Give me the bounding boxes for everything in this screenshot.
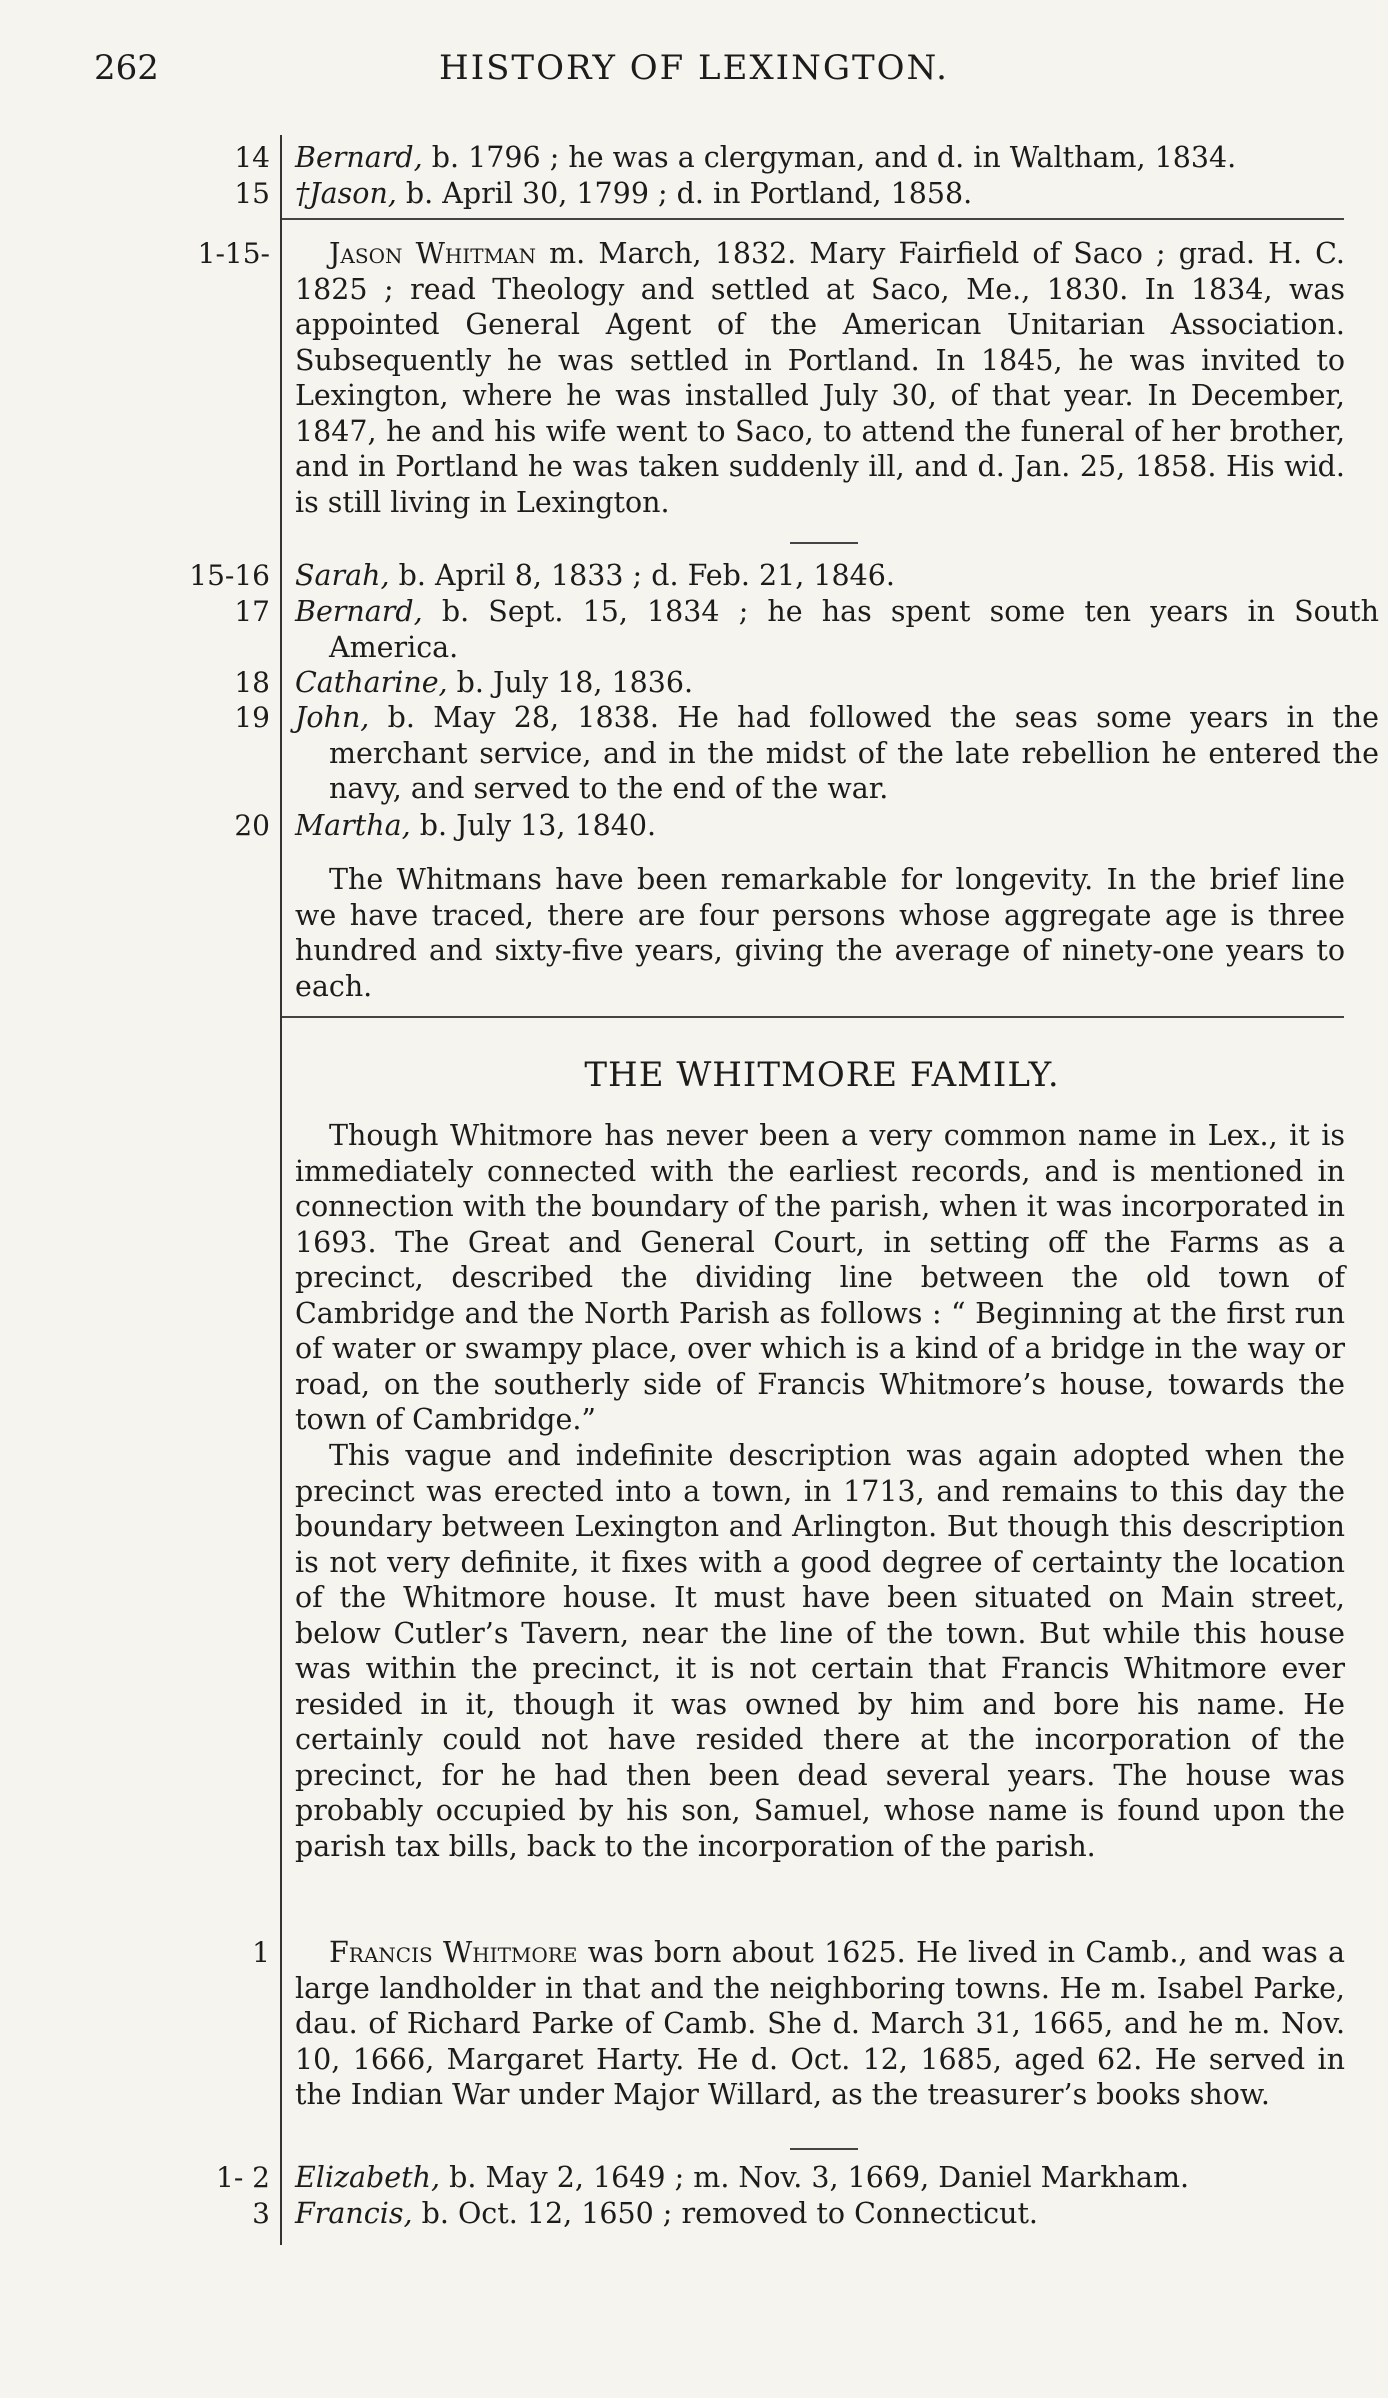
paragraph-intro-1: Though Whitmore has never been a very common name in Lex., it is immediately connected with the earliest records, and is mentioned in connection with the boundary of the parish, when it was incorporated in 1693. The Great and General Court, in setting off the Farms as a precinct, described the dividing line between the old town of Cambridge and the North Parish as follows : “ Beginning at the first run of water or swampy place, over which is a kind of a bridge in the way or road, on the southerly side of Francis Whitmore’s house, towards the town of Cambridge.” xyxy=(295,1119,1345,1436)
entry-name: †Jason, xyxy=(295,177,397,210)
generation-number: 14 xyxy=(234,141,270,174)
entry-jason-whitman: Jason Whitman m. March, 1832. Mary Fairfield of Saco ; grad. H. C. 1825 ; read Theology and settled at Saco, Me., 1830. In 1834, was appointed General Agent of the American Unitarian Association. Subsequently he was settled in Portland. In 1845, he was invited to Lexington, where he was installed July 30, of that year. In December, 1847, he and his wife went to Saco, to attend the funeral of her brother, and in Portland he was taken suddenly ill, and d. Jan. 25, 1858. His wid. is still living in Lexington. xyxy=(295,237,1345,519)
generation-number: 18 xyxy=(234,666,270,699)
entry-martha: Martha, b. July 13, 1840. xyxy=(295,809,657,842)
entry-name: John, xyxy=(295,701,370,734)
paragraph-intro-2: This vague and indefinite description was again adopted when the precinct was erected into a town, in 1713, and remains to this day the boundary between Lexington and Arlington. But though this description is not very definite, it fixes with a good degree of certainty the location of the Whitmore house. It must have been situated on Main street, below Cutler’s Tavern, near the line of the town. But while this house was within the precinct, it is not certain that Francis Whitmore ever resided in it, though it was owned by him and bore his name. He certainly could not have resided there at the incorporation of the precinct, for he had then been dead several years. The house was probably occupied by his son, Samuel, whose name is found upon the parish tax bills, back to the incorporation of the parish. xyxy=(295,1439,1345,1863)
running-head xyxy=(40,48,1348,98)
entry-name: Jason Whitman xyxy=(329,237,537,270)
generation-number: 1- 2 xyxy=(216,2161,270,2194)
section-rule xyxy=(282,1016,1344,1018)
entry-name: Bernard, xyxy=(295,595,423,628)
paragraph-longevity: The Whitmans have been remarkable for longevity. In the brief line we have traced, there are four persons whose aggregate age is three hundred and sixty-five years, giving the average of ninety-one years to each. xyxy=(295,863,1345,1003)
generation-number: 1 xyxy=(252,1936,270,1969)
entry-catharine: Catharine, b. July 18, 1836. xyxy=(295,666,694,699)
generation-number: 15 xyxy=(234,177,270,210)
margin-rule xyxy=(280,135,282,2245)
section-rule xyxy=(282,218,1344,220)
generation-number: 15-16 xyxy=(189,559,270,592)
entry-francis-whitmore: Francis Whitmore was born about 1625. He lived in Camb., and was a large landholder in that and the neighboring towns. He m. Isabel Parke, dau. of Richard Parke of Camb. She d. March 31, 1665, and he m. Nov. 10, 1666, Margaret Harty. He d. Oct. 12, 1685, aged 62. He served in the Indian War under Major Willard, as the treasurer’s books show. xyxy=(295,1936,1346,2111)
generation-number: 1-15- xyxy=(197,237,270,270)
entry-bernard-1796: Bernard, b. 1796 ; he was a clergyman, and d. in Waltham, 1834. xyxy=(295,141,1237,174)
generation-number: 20 xyxy=(234,809,270,842)
entry-bernard-1834: Bernard, b. Sept. 15, 1834 ; he has spent some ten years in South America. xyxy=(295,595,1379,664)
entry-elizabeth: Elizabeth, b. May 2, 1649 ; m. Nov. 3, 1669, Daniel Markham. xyxy=(295,2161,1190,2194)
entry-name: Sarah, xyxy=(295,559,390,592)
short-rule xyxy=(790,2148,858,2150)
generation-number: 17 xyxy=(234,595,270,628)
short-rule xyxy=(790,542,858,544)
entry-name: Elizabeth, xyxy=(295,2161,441,2194)
entry-name: Bernard, xyxy=(295,141,423,174)
generation-number: 3 xyxy=(252,2197,270,2230)
entry-john: John, b. May 28, 1838. He had followed the seas some years in the merchant service, and in the midst of the late rebellion he entered the navy, and served to the end of the war. xyxy=(295,701,1379,805)
entry-name: Francis, xyxy=(295,2197,413,2230)
entry-name: Catharine, xyxy=(295,666,448,699)
entry-name: Francis Whitmore xyxy=(329,1936,578,1969)
page-number: 262 xyxy=(94,48,159,88)
entry-sarah: Sarah, b. April 8, 1833 ; d. Feb. 21, 1846. xyxy=(295,559,895,592)
entry-jason-1799: †Jason, b. April 30, 1799 ; d. in Portland, 1858. xyxy=(295,177,973,210)
entry-francis-1650: Francis, b. Oct. 12, 1650 ; removed to Connecticut. xyxy=(295,2197,1038,2230)
running-title: HISTORY OF LEXINGTON. xyxy=(439,48,949,88)
entry-name: Martha, xyxy=(295,809,411,842)
section-title: THE WHITMORE FAMILY. xyxy=(584,1055,1060,1095)
generation-number: 19 xyxy=(234,701,270,734)
